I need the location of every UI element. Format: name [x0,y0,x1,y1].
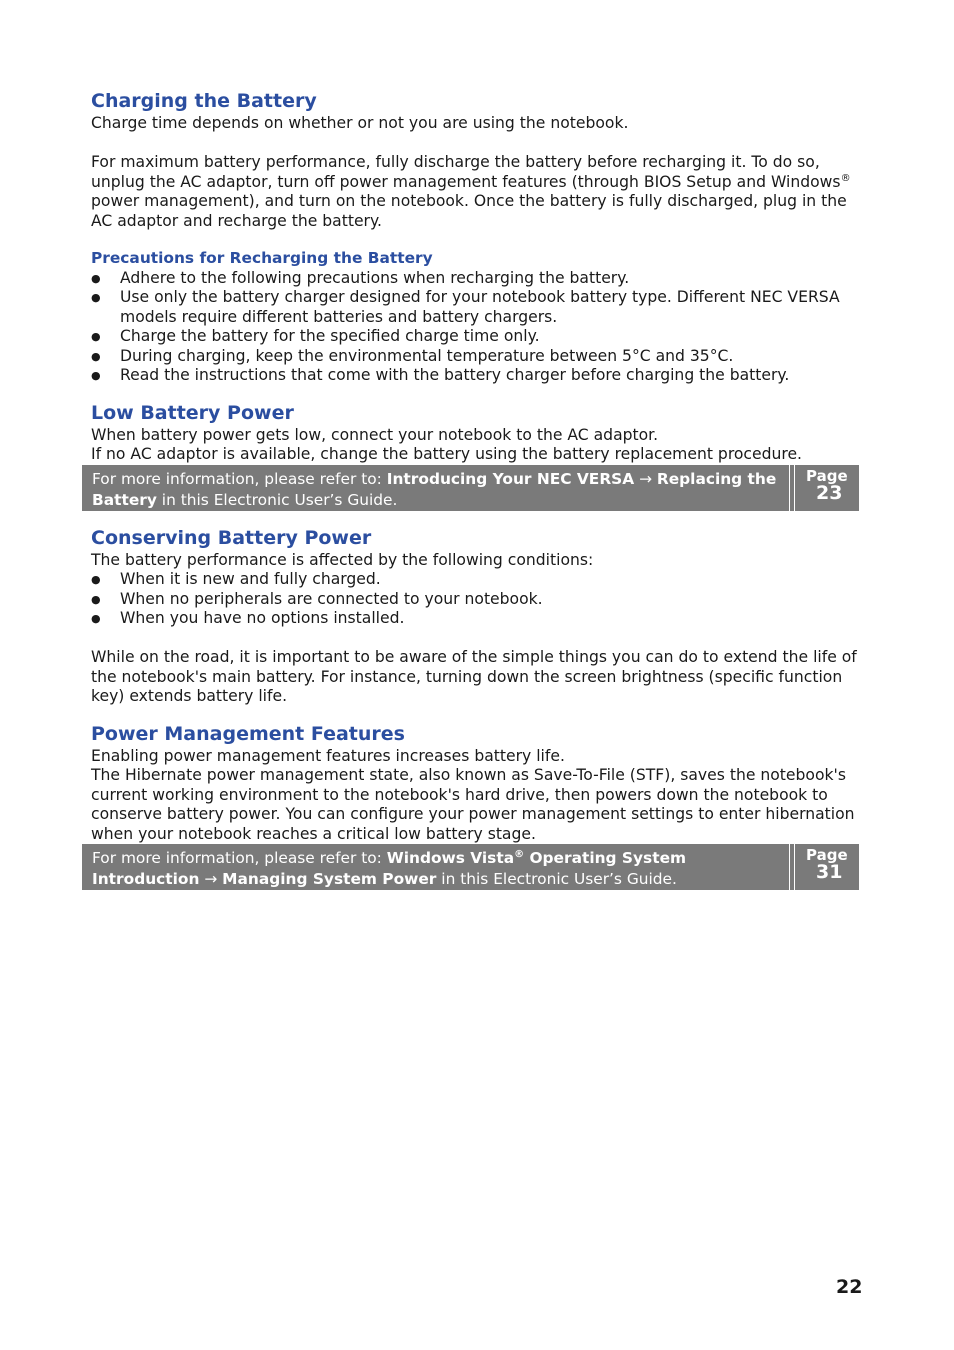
reference-link-introducing[interactable]: Introducing Your NEC VERSA [386,469,635,488]
list-item: ● Charge the battery for the specified charge time only. [91,327,540,345]
reference-divider [789,465,795,511]
heading-conserving-battery-power: Conserving Battery Power [91,526,372,549]
conserving-intro: The battery performance is affected by the following conditions: [91,550,594,569]
heading-low-battery-power: Low Battery Power [91,401,294,424]
conditions-list [91,570,859,629]
arrow-icon: → [634,469,657,488]
heading-precautions: Precautions for Recharging the Battery [91,249,433,267]
bullet-icon: ● [91,349,101,363]
arrow-icon: → [199,870,223,888]
reference-box-replacing-battery [82,465,859,511]
page-reference-31[interactable] [799,844,859,890]
list-item: ● Use only the battery charger designed for your notebook battery type. Different NEC VERSA models require different batteries and battery chargers. [91,288,840,326]
heading-power-management-features: Power Management Features [91,722,405,745]
page-reference-23[interactable] [799,465,859,511]
list-item: ● When you have no options installed. [91,609,405,627]
page-content [91,88,859,890]
bullet-icon: ● [91,291,101,304]
reference-divider [789,844,795,890]
list-item: ● When it is new and fully charged. [91,570,381,588]
bullet-icon: ● [91,369,101,382]
paragraph-text-b: power management), and turn on the notebook. Once the battery is fully discharged, plug in the AC adaptor and recharge the battery. [91,192,847,230]
bullet-icon: ● [91,612,101,625]
low-battery-line-1: When battery power gets low, connect your notebook to the AC adaptor. [91,425,659,444]
reference-text: For more information, please refer to: Introducing Your NEC VERSA → Replacing the Battery in this Electronic User’s Guide. [92,469,777,509]
maximum-performance-paragraph [91,153,859,231]
bullet-icon: ● [91,592,101,606]
on-the-road-paragraph: While on the road, it is important to be aware of the simple things you can do to extend the life of the notebook's main battery. For instance, turning down the screen brightness (specific function key) extends battery life. [91,648,857,705]
footer-page-number: 22 [836,1276,863,1298]
reference-link-replacing-battery[interactable]: Replacing the Battery [92,469,777,509]
bullet-icon: ● [91,330,101,343]
list-item: ● Adhere to the following precautions when recharging the battery. [91,268,630,287]
reference-link-windows-vista[interactable]: Windows Vista® Operating System Introduction [92,849,687,888]
registered-mark: ® [514,849,525,860]
precautions-list [91,269,859,386]
registered-mark: ® [840,172,851,184]
list-item: ● When no peripherals are connected to your notebook. [91,589,543,608]
hibernate-paragraph: The Hibernate power management state, also known as Save-To-File (STF), saves the notebook's current working environment to the notebook's hard drive, then powers down the notebook to conserve battery power. You can configure your power management settings to enter hibernation when your notebook reaches a critical low battery stage. [91,766,855,843]
list-item: ● During charging, keep the environmental temperature between 5°C and 35°C. [91,346,734,365]
list-item: ● Read the instructions that come with the battery charger before charging the battery. [91,366,790,384]
bullet-icon: ● [91,573,101,586]
page-label: Page [806,846,848,864]
low-battery-line-2: If no AC adaptor is available, change the battery using the battery replacement procedure. [91,445,802,463]
reference-text: For more information, please refer to: Windows Vista® Operating System Introduction → Managing System Power in this Electronic User’s Guide. [92,849,687,888]
heading-charging-the-battery: Charging the Battery [91,90,317,112]
page-number: 23 [816,481,843,504]
paragraph-text-a: For maximum battery performance, fully discharge the battery before recharging it. To do so, unplug the AC adaptor, turn off power management features (through BIOS Setup and Windows [91,153,841,191]
charge-time-paragraph: Charge time depends on whether or not you are using the notebook. [91,114,629,132]
reference-box-managing-power [82,844,859,890]
reference-link-managing-power[interactable]: Managing System Power [222,870,437,888]
page-label: Page [806,466,848,485]
power-management-line-1: Enabling power management features increases battery life. [91,746,565,765]
bullet-icon: ● [91,271,101,285]
page-number: 31 [816,861,843,883]
